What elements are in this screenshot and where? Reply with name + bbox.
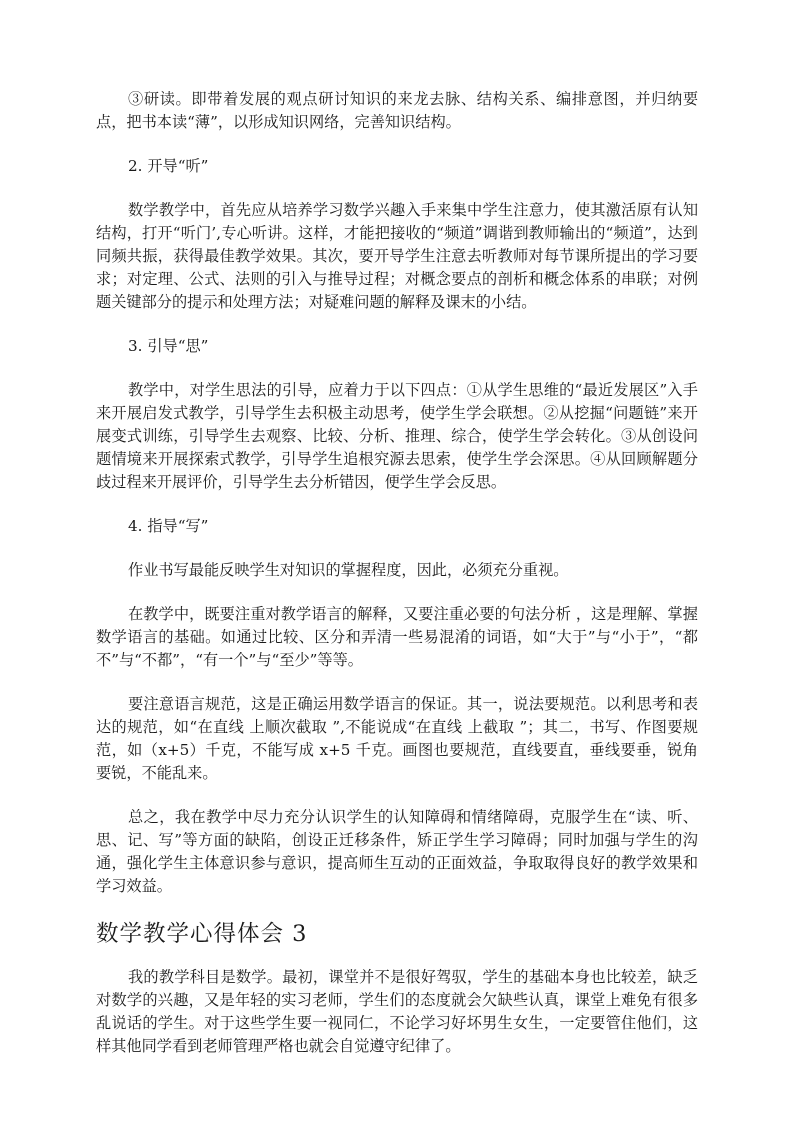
paragraph-language-explanation: 在教学中，既要注重对教学语言的解释，又要注重必要的句法分析 ，这是理解、掌握数学语言的基础。如通过比较、区分和弄清一些易混淆的词语，如“大于”与“小于”，“都不”与“不都”，“有一个”与“至少”等等。 — [96, 605, 698, 669]
subheading-write: 4. 指导“写” — [128, 517, 209, 535]
paragraph-study-reading: ③研读。即带着发展的观点研讨知识的来龙去脉、结构关系、编排意图，并归纳要点，把书本读“薄”，以形成知识网络，完善知识结构。 — [96, 90, 698, 131]
subheading-listen: 2. 开导“听” — [128, 157, 209, 175]
document-page — [96, 88, 698, 1058]
paragraph-listen: 数学教学中，首先应从培养学习数学兴趣入手来集中学生注意力，使其激活原有认知结构，打开“听门’,专心听讲。这样，才能把接收的“频道”调谐到教师输出的“频道”，达到同频共振，获得最佳教学效果。其次，要开导学生注意去听教师对每节课所提出的学习要求；对定理、公式、法则的引入与推导过程；对概念要点的剖析和概念体系的串联；对例题关键部分的提示和处理方法；对疑难问题的解释及课末的小结。 — [96, 201, 698, 311]
paragraph-summary: 总之，我在教学中尽力充分认识学生的认知障碍和情绪障碍，克服学生在“读、听、思、记、写”等方面的缺陷，创设正迁移条件，矫正学生学习障碍；同时加强与学生的沟通，强化学生主体意识参与意识，提高师生互动的正面效益，争取取得良好的教学效果和学习效益。 — [96, 808, 698, 895]
paragraph-think: 教学中，对学生思法的引导，应着力于以下四点：①从学生思维的“最近发展区”入手来开展启发式教学，引导学生去积极主动思考，使学生学会联想。②从挖掘“问题链”来开展变式训练，引导学生去观察、比较、分析、推理、综合，使学生学会转化。③从创设问题情境来开展探索式教学，引导学生追根究源去思索，使学生学会深思。④从回顾解题分歧过程来开展评价，引导学生去分析错因，便学生学会反思。 — [96, 381, 698, 491]
subheading-think: 3. 引导“思” — [128, 337, 209, 355]
paragraph-write-intro: 作业书写最能反映学生对知识的掌握程度，因此，必须充分重视。 — [128, 561, 569, 579]
paragraph-section-3-intro: 我的教学科目是数学。最初，课堂并不是很好驾驭，学生的基础本身也比较差，缺乏对数学的兴趣，又是年轻的实习老师，学生们的态度就会欠缺些认真，课堂上难免有很多乱说话的学生。对于这些学生要一视同仁，不论学习好坏男生女生，一定要管住他们，这样其他同学看到老师管理严格也就会自觉遵守纪律了。 — [96, 968, 698, 1055]
paragraph-language-norms: 要注意语言规范，这是正确运用数学语言的保证。其一，说法要规范。以利思考和表达的规范，如“在直线 上顺次截取 ”,不能说成“在直线 上截取 ”；其二，书写、作图要规范，如（x+5）千克，不能写成 x+5 千克。画图也要规范，直线要直，垂线要垂，锐角要锐，不能乱来。 — [96, 695, 698, 782]
section-heading: 数学教学心得体会 3 — [96, 921, 308, 947]
